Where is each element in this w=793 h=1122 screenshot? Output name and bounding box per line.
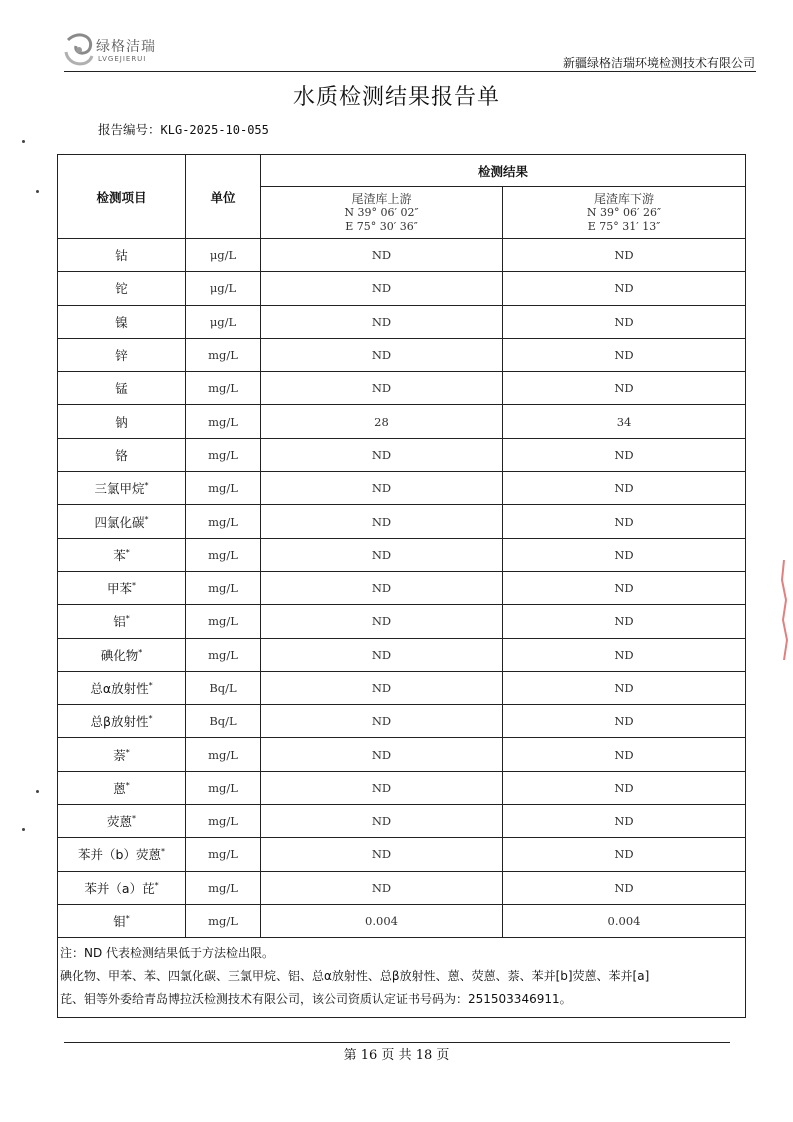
- upstream-value-cell: ND: [261, 638, 503, 671]
- note-line: 碘化物、甲苯、苯、四氯化碳、三氯甲烷、铝、总α放射性、总β放射性、蒽、荧蒽、萘、苯并[b]荧蒽、苯并[a]: [60, 969, 650, 984]
- table-row: [58, 338, 746, 371]
- unit-cell: μg/L: [186, 305, 261, 338]
- outsourced-marker: *: [125, 547, 130, 557]
- outsourced-marker: *: [144, 481, 149, 491]
- outsourced-marker: *: [138, 647, 143, 657]
- header-unit: 单位: [186, 155, 261, 239]
- item-name: 苯并（a）芘: [84, 880, 155, 896]
- company-name: 新疆绿格洁瑞环境检测技术有限公司: [562, 56, 755, 70]
- upstream-value-cell: ND: [261, 505, 503, 538]
- upstream-value-cell: ND: [261, 239, 503, 272]
- upstream-value-cell: ND: [261, 671, 503, 704]
- downstream-value-cell: ND: [503, 272, 746, 305]
- company-logo: [62, 30, 192, 72]
- downstream-value-cell: ND: [503, 338, 746, 371]
- upstream-value-cell: ND: [261, 372, 503, 405]
- table-row: [58, 438, 746, 471]
- seal-edge-mark: [779, 560, 789, 660]
- downstream-value-cell: ND: [503, 638, 746, 671]
- logo-swirl-icon: [62, 30, 96, 70]
- downstream-value-cell: ND: [503, 305, 746, 338]
- item-cell: [58, 904, 186, 937]
- unit-cell: μg/L: [186, 272, 261, 305]
- downstream-value-cell: ND: [503, 738, 746, 771]
- report-number-label: 报告编号：: [98, 122, 161, 137]
- header-divider: [64, 71, 756, 72]
- item-cell: [58, 305, 186, 338]
- outsourced-marker: *: [125, 747, 130, 757]
- table-row: [58, 805, 746, 838]
- table-row: [58, 571, 746, 604]
- results-table: [57, 154, 746, 1018]
- table-row: [58, 705, 746, 738]
- table-row: [58, 871, 746, 904]
- item-cell: [58, 571, 186, 604]
- downstream-value-cell: ND: [503, 438, 746, 471]
- site-latitude: N 39° 06′ 26″: [586, 205, 662, 219]
- upstream-value-cell: ND: [261, 871, 503, 904]
- outsourced-marker: *: [132, 580, 136, 590]
- notes-cell: [58, 938, 746, 1018]
- unit-cell: mg/L: [186, 438, 261, 471]
- item-cell: [58, 239, 186, 272]
- unit-cell: mg/L: [186, 738, 261, 771]
- header-item: 检测项目: [58, 155, 186, 239]
- downstream-value-cell: ND: [503, 805, 746, 838]
- page-number: 第 16 页 共 18 页: [343, 1048, 450, 1063]
- unit-cell: mg/L: [186, 871, 261, 904]
- downstream-value-cell: ND: [503, 239, 746, 272]
- unit-cell: mg/L: [186, 638, 261, 671]
- table-row: [58, 305, 746, 338]
- outsourced-marker: *: [160, 847, 165, 857]
- unit-cell: mg/L: [186, 805, 261, 838]
- scan-speck: [36, 190, 39, 193]
- item-cell: [58, 638, 186, 671]
- unit-cell: Bq/L: [186, 705, 261, 738]
- item-name: 苯: [113, 547, 126, 563]
- site-longitude: E 75° 31′ 13″: [587, 219, 661, 233]
- item-cell: [58, 738, 186, 771]
- item-name: 钴: [115, 248, 128, 264]
- scan-speck: [36, 790, 39, 793]
- table-row: [58, 538, 746, 571]
- unit-cell: mg/L: [186, 505, 261, 538]
- table-row: [58, 771, 746, 804]
- page-header: [62, 30, 757, 72]
- downstream-value-cell: ND: [503, 605, 746, 638]
- note-line: 芘、钼等外委给青岛博拉沃检测技术有限公司，该公司资质认定证书号码为：251503346911。: [60, 992, 572, 1007]
- outsourced-marker: *: [125, 614, 130, 624]
- item-cell: [58, 272, 186, 305]
- item-name: 铬: [115, 447, 128, 463]
- item-cell: [58, 605, 186, 638]
- table-row: [58, 239, 746, 272]
- unit-cell: mg/L: [186, 838, 261, 871]
- results-body: [58, 239, 746, 938]
- item-cell: [58, 505, 186, 538]
- item-name: 苯并（b）荧蒽: [78, 847, 161, 863]
- upstream-value-cell: ND: [261, 838, 503, 871]
- item-cell: [58, 805, 186, 838]
- item-name: 铊: [115, 281, 128, 297]
- item-name: 钠: [115, 414, 128, 430]
- item-name: 三氯甲烷: [94, 481, 145, 497]
- upstream-value-cell: ND: [261, 338, 503, 371]
- item-name: 萘: [113, 747, 126, 763]
- item-name: 荧蒽: [106, 814, 132, 830]
- outsourced-marker: *: [148, 714, 153, 724]
- unit-cell: mg/L: [186, 338, 261, 371]
- upstream-value-cell: ND: [261, 272, 503, 305]
- item-cell: [58, 405, 186, 438]
- upstream-value-cell: 28: [261, 405, 503, 438]
- downstream-value-cell: ND: [503, 472, 746, 505]
- logo-subtext: LVGEJIERUI: [98, 55, 147, 63]
- item-name: 四氯化碳: [94, 514, 145, 530]
- site-name: 尾渣库上游: [351, 191, 412, 206]
- unit-cell: mg/L: [186, 538, 261, 571]
- item-cell: [58, 372, 186, 405]
- item-name: 甲苯: [106, 581, 132, 597]
- unit-cell: mg/L: [186, 771, 261, 804]
- table-row: [58, 272, 746, 305]
- downstream-value-cell: ND: [503, 505, 746, 538]
- table-row: [58, 838, 746, 871]
- outsourced-marker: *: [144, 514, 149, 524]
- upstream-value-cell: ND: [261, 738, 503, 771]
- table-row: [58, 904, 746, 937]
- outsourced-marker: *: [125, 913, 130, 923]
- table-row: [58, 638, 746, 671]
- outsourced-marker: *: [125, 780, 130, 790]
- item-name: 钼: [113, 914, 126, 930]
- outsourced-marker: *: [148, 680, 153, 690]
- item-cell: [58, 538, 186, 571]
- item-cell: [58, 771, 186, 804]
- unit-cell: mg/L: [186, 472, 261, 505]
- item-name: 蒽: [113, 780, 126, 796]
- downstream-value-cell: ND: [503, 838, 746, 871]
- site-latitude: N 39° 06′ 02″: [344, 205, 419, 219]
- downstream-value-cell: 0.004: [503, 904, 746, 937]
- item-name: 总β放射性: [90, 714, 149, 730]
- upstream-value-cell: ND: [261, 305, 503, 338]
- document-title: 水质检测结果报告单: [292, 85, 500, 110]
- table-row: [58, 738, 746, 771]
- outsourced-marker: *: [132, 814, 136, 824]
- header-results: 检测结果: [261, 155, 746, 187]
- unit-cell: Bq/L: [186, 671, 261, 704]
- upstream-value-cell: ND: [261, 605, 503, 638]
- outsourced-marker: *: [154, 880, 159, 890]
- downstream-value-cell: ND: [503, 538, 746, 571]
- site-longitude: E 75° 30′ 36″: [345, 219, 418, 233]
- upstream-value-cell: ND: [261, 438, 503, 471]
- downstream-value-cell: ND: [503, 372, 746, 405]
- table-row: [58, 671, 746, 704]
- item-name: 锰: [115, 381, 128, 397]
- item-name: 锌: [115, 348, 128, 364]
- downstream-value-cell: ND: [503, 871, 746, 904]
- downstream-value-cell: ND: [503, 705, 746, 738]
- item-cell: [58, 671, 186, 704]
- item-name: 总α放射性: [90, 681, 149, 696]
- item-cell: [58, 472, 186, 505]
- downstream-value-cell: ND: [503, 571, 746, 604]
- item-cell: [58, 705, 186, 738]
- unit-cell: mg/L: [186, 605, 261, 638]
- item-cell: [58, 338, 186, 371]
- unit-cell: mg/L: [186, 405, 261, 438]
- logo-text: 绿格洁瑞: [96, 39, 156, 55]
- report-number-value: KLG-2025-10-055: [160, 123, 269, 137]
- table-row: [58, 505, 746, 538]
- item-cell: [58, 871, 186, 904]
- downstream-value-cell: ND: [503, 771, 746, 804]
- downstream-value-cell: 34: [503, 405, 746, 438]
- footer-divider: [64, 1042, 730, 1043]
- upstream-value-cell: ND: [261, 705, 503, 738]
- item-name: 铝: [113, 614, 126, 630]
- upstream-value-cell: 0.004: [261, 904, 503, 937]
- site-name: 尾渣库下游: [594, 191, 655, 206]
- scan-speck: [22, 828, 25, 831]
- site-downstream: [503, 187, 746, 239]
- upstream-value-cell: ND: [261, 805, 503, 838]
- upstream-value-cell: ND: [261, 472, 503, 505]
- upstream-value-cell: ND: [261, 538, 503, 571]
- item-name: 碘化物: [100, 647, 139, 663]
- downstream-value-cell: ND: [503, 671, 746, 704]
- upstream-value-cell: ND: [261, 771, 503, 804]
- report-number: [98, 120, 269, 138]
- scan-speck: [22, 140, 25, 143]
- note-line: 注：ND 代表检测结果低于方法检出限。: [60, 946, 275, 961]
- unit-cell: mg/L: [186, 904, 261, 937]
- unit-cell: mg/L: [186, 372, 261, 405]
- site-upstream: [261, 187, 503, 239]
- table-row: [58, 472, 746, 505]
- item-cell: [58, 838, 186, 871]
- table-row: [58, 372, 746, 405]
- table-row: [58, 605, 746, 638]
- item-cell: [58, 438, 186, 471]
- upstream-value-cell: ND: [261, 571, 503, 604]
- unit-cell: μg/L: [186, 239, 261, 272]
- unit-cell: mg/L: [186, 571, 261, 604]
- table-row: [58, 405, 746, 438]
- item-name: 镍: [115, 314, 128, 330]
